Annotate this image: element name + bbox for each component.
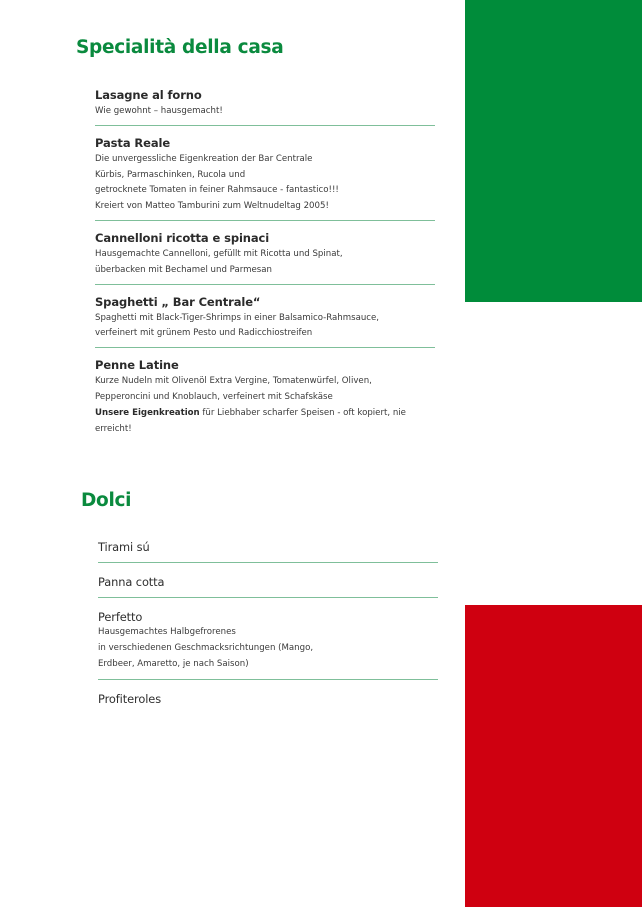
description-text: für Liebhaber scharfer Speisen - oft kopiert, nie erreicht! — [95, 407, 406, 434]
menu-item-name: Cannelloni ricotta e spinaci — [95, 230, 270, 245]
description-line — [95, 406, 435, 438]
flag-red-block — [465, 605, 642, 907]
menu-item-name: Perfetto — [98, 610, 143, 624]
menu-item-description — [95, 374, 435, 437]
description-line: Kürbis, Parmaschinken, Rucola und — [95, 169, 246, 180]
specialita-menu-list — [95, 86, 435, 450]
description-line: Erdbeer, Amaretto, je nach Saison) — [98, 658, 249, 669]
highlight-text: Unsere Eigenkreation — [95, 407, 200, 418]
menu-item-name: Spaghetti „ Bar Centrale“ — [95, 294, 261, 309]
flag-green-block — [465, 0, 642, 302]
description-line: Kreiert von Matteo Tamburini zum Weltnudeltag 2005! — [95, 201, 329, 212]
menu-item-name: Penne Latine — [95, 358, 179, 373]
menu-item-description — [95, 104, 435, 120]
menu-item-name: Tirami sú — [98, 540, 150, 554]
description-line: in verschiedenen Geschmacksrichtungen (Mango, — [98, 642, 314, 653]
menu-item-name: Pasta Reale — [95, 135, 171, 150]
description-line: Die unvergessliche Eigenkreation der Bar Centrale — [95, 153, 313, 164]
menu-item-name: Lasagne al forno — [95, 88, 202, 102]
description-line: Hausgemachte Cannelloni, gefüllt mit Ricotta und Spinat, — [95, 248, 343, 259]
section-title-dolci: Dolci — [81, 490, 132, 511]
menu-item-profiteroles — [98, 690, 438, 714]
menu-item-description — [95, 311, 435, 343]
description-line: Wie gewohnt – hausgemacht! — [95, 106, 223, 116]
menu-item-name: Profiteroles — [98, 692, 162, 707]
menu-item-lasagne — [95, 86, 435, 126]
menu-item-name: Panna cotta — [98, 575, 165, 589]
menu-item-cannelloni — [95, 229, 435, 285]
menu-item-description — [98, 625, 438, 672]
description-line: Spaghetti mit Black-Tiger-Shrimps in einer Balsamico-Rahmsauce, — [95, 312, 380, 323]
menu-item-perfetto — [98, 608, 438, 680]
menu-item-description — [95, 152, 435, 215]
section-title-specialita: Specialità della casa — [76, 37, 284, 58]
menu-item-penne-latine — [95, 356, 435, 442]
description-line: getrocknete Tomaten in feiner Rahmsauce - fantastico!!! — [95, 185, 339, 196]
menu-item-tiramisu — [98, 538, 438, 563]
description-line: verfeinert mit grünem Pesto und Radicchiostreifen — [95, 328, 313, 339]
description-line: Pepperoncini und Knoblauch, verfeinert mit Schafskäse — [95, 391, 333, 402]
dolci-menu-list — [98, 538, 438, 724]
menu-item-panna-cotta — [98, 573, 438, 598]
description-line: überbacken mit Bechamel und Parmesan — [95, 264, 272, 275]
description-line: Hausgemachtes Halbgefrorenes — [98, 627, 236, 637]
menu-item-description — [95, 247, 435, 279]
menu-item-spaghetti-bar-centrale — [95, 293, 435, 349]
description-line: Kurze Nudeln mit Olivenöl Extra Vergine, Tomatenwürfel, Oliven, — [95, 376, 372, 387]
menu-item-pasta-reale — [95, 134, 435, 221]
